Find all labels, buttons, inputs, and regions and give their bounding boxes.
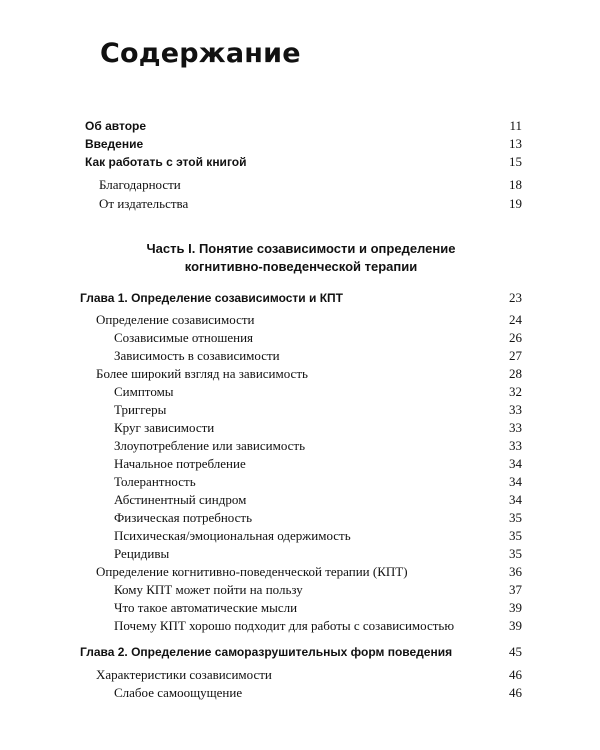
toc-entry-acknowledgements[interactable] (99, 176, 522, 194)
toc-entry[interactable] (96, 563, 522, 581)
toc-entry-label: Кому КПТ может пойти на пользу (114, 582, 303, 597)
toc-entry-page: 32 (509, 384, 522, 399)
toc-entry-from-publisher[interactable] (99, 195, 522, 213)
toc-subentry[interactable] (114, 329, 522, 347)
toc-entry-label: От издательства (99, 196, 189, 211)
page-title: Содержание (100, 38, 301, 69)
toc-subentry[interactable] (114, 599, 522, 617)
toc-subentry[interactable] (114, 473, 522, 491)
toc-chapter-1[interactable] (80, 289, 522, 307)
toc-entry[interactable] (96, 666, 522, 684)
toc-entry-page: 33 (509, 438, 522, 453)
toc-entry-page: 28 (509, 366, 522, 381)
toc-entry-page: 35 (509, 528, 522, 543)
toc-entry-page: 26 (509, 330, 522, 345)
toc-entry-label: Начальное потребление (114, 456, 246, 471)
toc-entry-page: 19 (509, 196, 522, 211)
toc-subentry[interactable] (114, 419, 522, 437)
toc-subentry[interactable] (114, 617, 522, 635)
toc-entry-label: Зависимость в созависимости (114, 348, 280, 363)
toc-chapter-page: 45 (509, 644, 522, 659)
toc-entry-page: 39 (509, 618, 522, 633)
toc-subentry[interactable] (114, 455, 522, 473)
toc-entry[interactable] (96, 311, 522, 329)
toc-entry-label: Определение созависимости (96, 312, 255, 327)
toc-subentry[interactable] (114, 437, 522, 455)
toc-entry-label: Как работать с этой книгой (85, 155, 247, 169)
toc-entry-label: Более широкий взгляд на зависимость (96, 366, 308, 381)
toc-entry-page: 18 (509, 177, 522, 192)
toc-subentry[interactable] (114, 684, 522, 702)
toc-entry-label: Благодарности (99, 177, 181, 192)
toc-entry-page: 13 (509, 136, 522, 151)
part-1-heading-line-1: Часть I. Понятие созависимости и определение (146, 241, 456, 256)
toc-entry-label: Толерантность (114, 474, 196, 489)
toc-subentry[interactable] (114, 509, 522, 527)
toc-entry-page: 35 (509, 546, 522, 561)
toc-entry-label: Определение когнитивно-поведенческой терапии (КПТ) (96, 564, 408, 579)
toc-subentry[interactable] (114, 527, 522, 545)
toc-entry-label: Введение (85, 137, 144, 151)
toc-entry-introduction[interactable] (85, 135, 522, 153)
toc-entry-page: 36 (509, 564, 522, 579)
toc-chapter-2[interactable] (80, 643, 522, 661)
toc-entry-page: 46 (509, 667, 522, 682)
toc-entry-label: Созависимые отношения (114, 330, 254, 345)
toc-subentry[interactable] (114, 383, 522, 401)
toc-entry-page: 37 (509, 582, 522, 597)
toc-entry-page: 39 (509, 600, 522, 615)
toc-entry-label: Абстинентный синдром (114, 492, 247, 507)
toc-chapter-label: Глава 2. Определение саморазрушительных форм поведения (80, 645, 453, 659)
toc-entry-label: Симптомы (114, 384, 174, 399)
toc-entry-label: Слабое самоощущение (114, 685, 243, 700)
toc-entry-label: Почему КПТ хорошо подходит для работы с созависимостью (114, 618, 455, 633)
toc-chapter-page: 23 (509, 290, 522, 305)
toc-entry-label: Об авторе (85, 119, 147, 133)
toc-entry-page: 46 (509, 685, 522, 700)
toc-entry-page: 34 (509, 456, 522, 471)
toc-entry-page: 35 (509, 510, 522, 525)
toc-entry-page: 27 (509, 348, 522, 363)
toc-entry-how-to-use[interactable] (85, 153, 522, 171)
toc-entry-page: 11 (509, 118, 522, 133)
toc-entry-label: Злоупотребление или зависимость (114, 438, 306, 453)
toc-entry-label: Что такое автоматические мысли (114, 600, 298, 615)
toc-entry-page: 34 (509, 492, 522, 507)
toc-entry-label: Физическая потребность (114, 510, 253, 525)
toc-entry-label: Психическая/эмоциональная одержимость (114, 528, 351, 543)
toc-entry-label: Рецидивы (114, 546, 170, 561)
toc-entry-label: Круг зависимости (114, 420, 215, 435)
toc-subentry[interactable] (114, 581, 522, 599)
toc-entry-label: Характеристики созависимости (96, 667, 272, 682)
toc-entry-about-author[interactable] (85, 117, 522, 135)
toc-subentry[interactable] (114, 401, 522, 419)
toc-entry-page: 33 (509, 402, 522, 417)
part-1-heading-line-2: когнитивно-поведенческой терапии (184, 259, 418, 274)
toc-subentry[interactable] (114, 545, 522, 563)
toc-chapter-label: Глава 1. Определение созависимости и КПТ (80, 291, 343, 305)
toc-subentry[interactable] (114, 491, 522, 509)
toc-entry[interactable] (96, 365, 522, 383)
toc-entry-page: 24 (509, 312, 522, 327)
part-1-heading[interactable] (80, 240, 522, 276)
toc-entry-page: 15 (509, 154, 522, 169)
toc-entry-page: 34 (509, 474, 522, 489)
toc-subentry[interactable] (114, 347, 522, 365)
toc-entry-page: 33 (509, 420, 522, 435)
toc-entry-label: Триггеры (114, 402, 167, 417)
